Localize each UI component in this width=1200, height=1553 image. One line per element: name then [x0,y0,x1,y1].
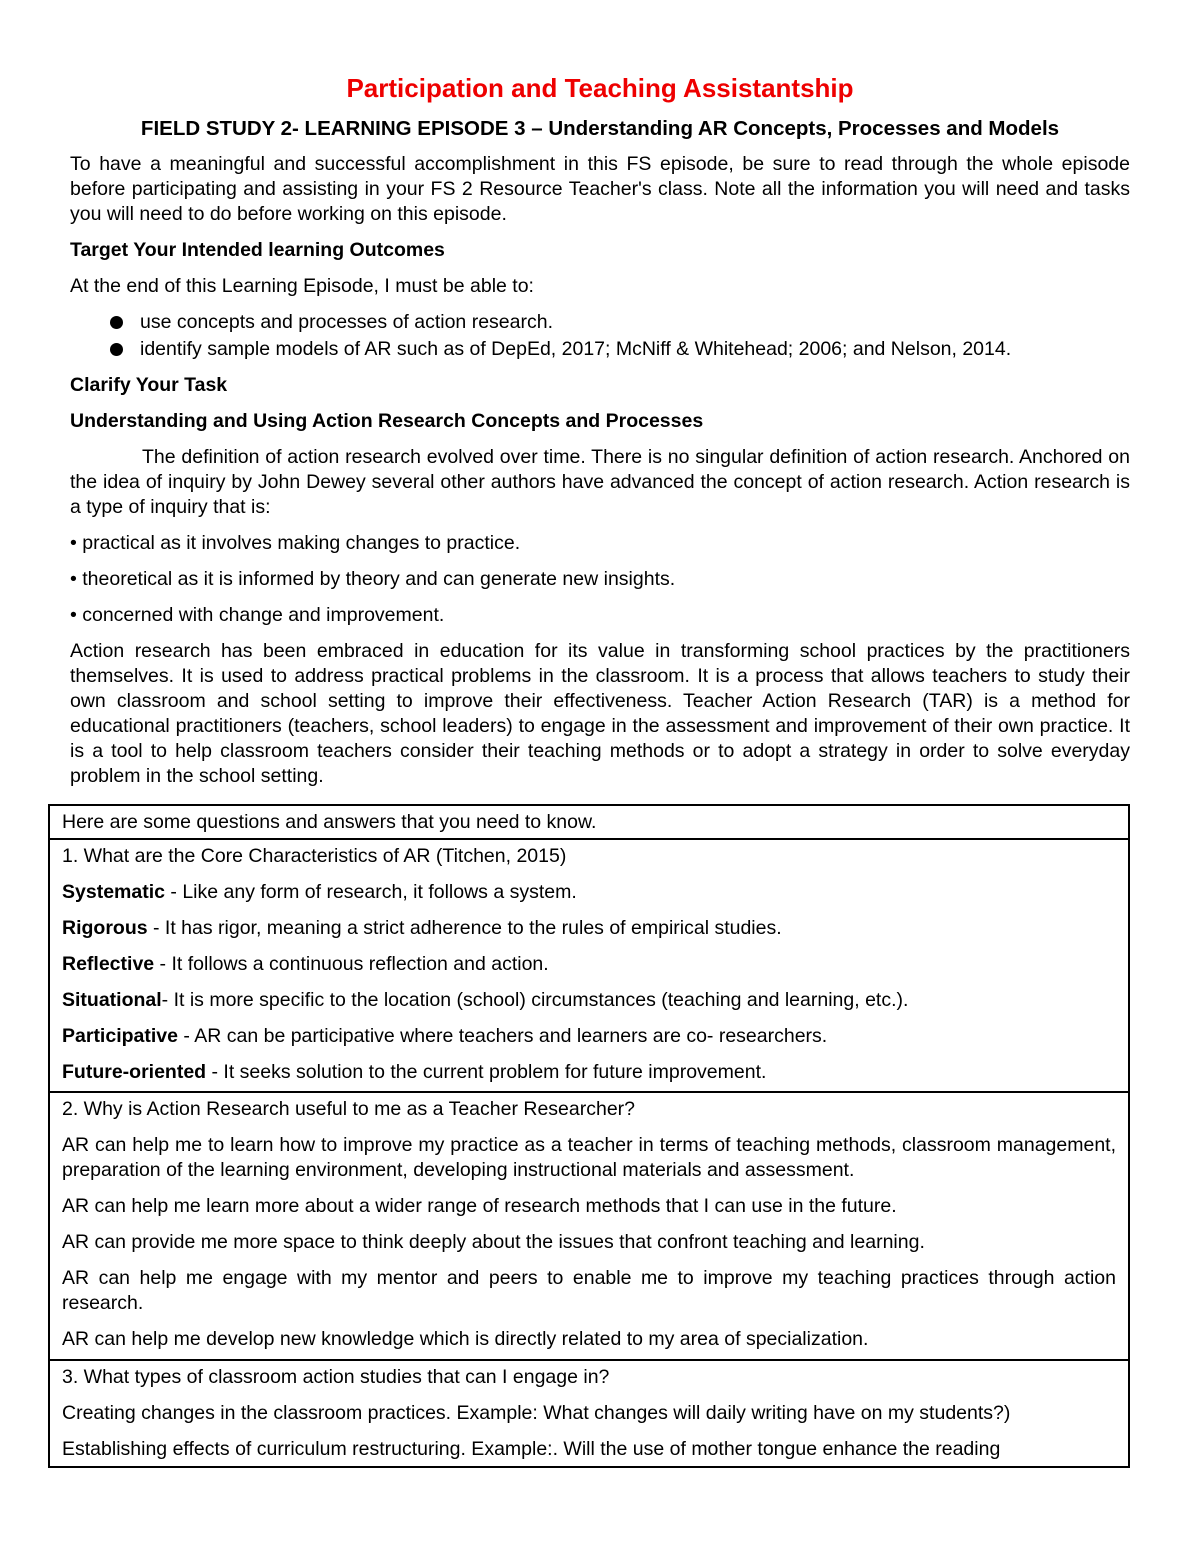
table-row [49,1360,1129,1467]
list-item: • practical as it involves making changes to practice. [70,532,521,554]
table-row [49,1092,1129,1360]
list-item: identify sample models of AR such as of DepEd, 2017; McNiff & Whitehead; 2006; and Nelson, 2014. [70,337,1130,362]
table-row [49,805,1129,839]
definition-paragraph: The definition of action research evolved over time. There is no singular definition of action research. Anchored on the idea of inquiry by John Dewey several other authors have advanced the concept of action research. Action research is a type of inquiry that is: [70,446,1130,518]
qa-cell-q1 [49,839,1129,1093]
qa-cell-q3 [49,1360,1129,1467]
qa-cell-q2 [49,1092,1129,1360]
document-title: Participation and Teaching Assistantship [346,73,854,103]
characteristic-item: Participative - AR can be participative where teachers and learners are co- researchers. [62,1024,828,1047]
answer-item: Creating changes in the classroom practices. Example: What changes will daily writing have on my students?) [62,1402,1011,1425]
episode-subtitle: FIELD STUDY 2- LEARNING EPISODE 3 – Understanding AR Concepts, Processes and Models [140,117,1060,140]
list-item: • theoretical as it is informed by theory and can generate new insights. [70,568,676,590]
outcomes-heading: Target Your Intended learning Outcomes [70,239,445,261]
answer-item: Establishing effects of curriculum restructuring. Example:. Will the use of mother tongue enhance the reading [62,1438,1001,1461]
question-1: 1. What are the Core Characteristics of AR (Titchen, 2015) [62,844,567,867]
characteristic-item: Systematic - Like any form of research, it follows a system. [62,880,577,903]
characteristic-item: Situational- It is more specific to the location (school) circumstances (teaching and learning, etc.). [62,988,909,1011]
answer-item: AR can help me learn more about a wider range of research methods that I can use in the future. [62,1195,897,1218]
bullet-icon [110,316,123,329]
question-2: 2. Why is Action Research useful to me as a Teacher Researcher? [62,1098,636,1121]
outcomes-lead: At the end of this Learning Episode, I must be able to: [70,275,534,297]
characteristic-item: Future-oriented - It seeks solution to the current problem for future improvement. [62,1060,767,1083]
characteristic-item: Rigorous - It has rigor, meaning a strict adherence to the rules of empirical studies. [62,916,782,939]
table-row [49,839,1129,1093]
bullet-icon [110,343,123,356]
question-3: 3. What types of classroom action studies that can I engage in? [62,1366,610,1389]
task-heading: Clarify Your Task [70,374,228,396]
answer-item: AR can provide me more space to think deeply about the issues that confront teaching and learning. [62,1231,925,1254]
outcomes-list [70,310,1130,362]
qa-table [48,804,1130,1468]
characteristic-item: Reflective - It follows a continuous reflection and action. [62,952,549,975]
section-heading: Understanding and Using Action Research Concepts and Processes [70,410,704,432]
list-item: • concerned with change and improvement. [70,604,445,626]
answer-item: AR can help me to learn how to improve my practice as a teacher in terms of teaching methods, classroom management, preparation of the learning environment, developing instructional materials and assessment. [62,1134,1116,1182]
document-page [70,66,1130,800]
intro-paragraph: To have a meaningful and successful accomplishment in this FS episode, be sure to read through the whole episode before participating and assisting in your FS 2 Resource Teacher's class. Note all the information you will need and tasks you will need to do before working on this episode. [70,153,1130,225]
embraced-paragraph: Action research has been embraced in education for its value in transforming school practices by the practitioners themselves. It is used to address practical problems in the classroom. It is a process that allows teachers to study their own classroom and school setting to improve their effectiveness. Teacher Action Research (TAR) is a method for educational practitioners (teachers, school leaders) to engage in the assessment and improvement of their own practice. It is a tool to help classroom teachers consider their teaching methods or to adopt a strategy in order to solve everyday problem in the school setting. [70,640,1130,787]
qa-header-cell: Here are some questions and answers that you need to know. [49,805,1129,839]
list-item: use concepts and processes of action research. [70,310,1130,335]
answer-item: AR can help me engage with my mentor and peers to enable me to improve my teaching practices through action research. [62,1267,1116,1315]
answer-item: AR can help me develop new knowledge which is directly related to my area of specialization. [62,1328,869,1351]
